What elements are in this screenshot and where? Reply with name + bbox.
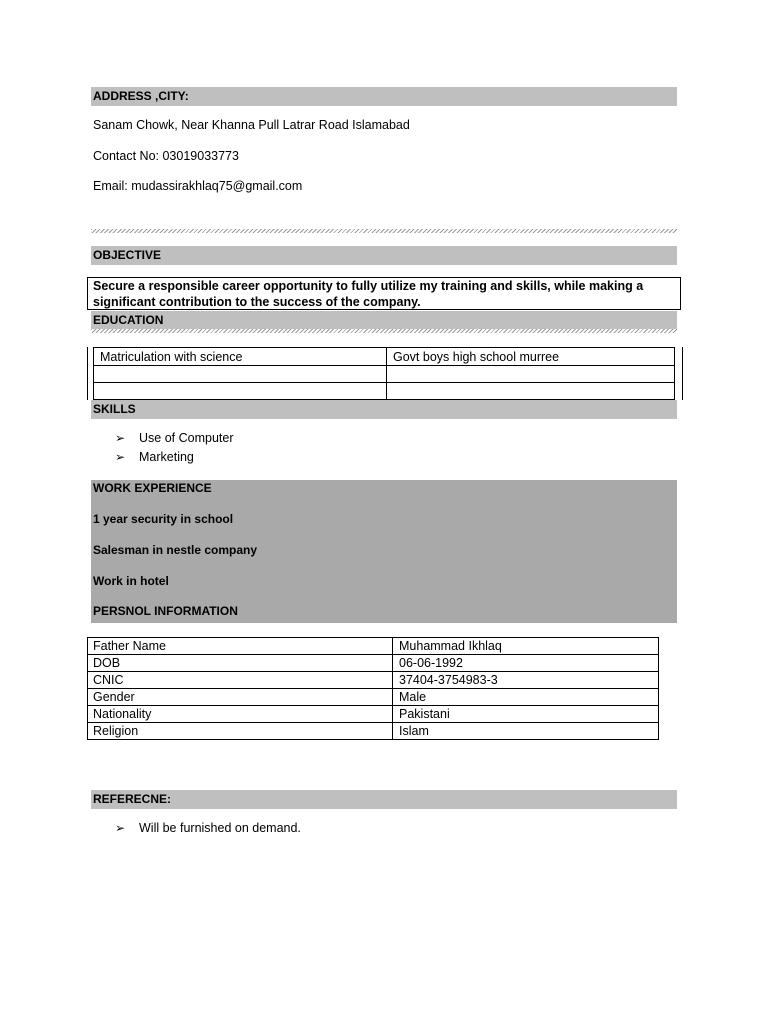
arrow-bullet-icon: ➢ bbox=[115, 450, 126, 464]
objective-text-line-2: significant contribution to the success of the company. bbox=[93, 294, 421, 309]
personal-field-label: CNIC bbox=[88, 672, 393, 689]
objective-text-line-1: Secure a responsible career opportunity to fully utilize my training and skills, while making a bbox=[93, 279, 644, 293]
education-table bbox=[93, 347, 675, 400]
work-experience-heading: WORK EXPERIENCE bbox=[93, 481, 212, 495]
skill-item: Marketing bbox=[139, 450, 194, 464]
personal-field-value: Muhammad Ikhlaq bbox=[393, 638, 659, 655]
education-qualification-cell bbox=[94, 383, 387, 400]
education-heading: EDUCATION bbox=[91, 311, 677, 329]
section-divider bbox=[91, 329, 677, 333]
work-item: Salesman in nestle company bbox=[93, 543, 258, 557]
personal-field-value: 37404-3754983-3 bbox=[393, 672, 659, 689]
table-row bbox=[94, 366, 675, 383]
reference-heading: REFERECNE: bbox=[91, 790, 677, 809]
table-row bbox=[94, 348, 675, 366]
education-institute-cell bbox=[387, 383, 675, 400]
education-qualification-cell: Matriculation with science bbox=[94, 348, 387, 366]
table-row bbox=[88, 638, 659, 655]
address-heading: ADDRESS ,CITY: bbox=[91, 87, 677, 106]
email-address: Email: mudassirakhlaq75@gmail.com bbox=[93, 179, 303, 193]
contact-number: Contact No: 03019033773 bbox=[93, 149, 239, 163]
objective-heading: OBJECTIVE bbox=[91, 246, 677, 265]
table-row bbox=[88, 706, 659, 723]
table-row bbox=[94, 383, 675, 400]
personal-field-value: Islam bbox=[393, 723, 659, 740]
work-item: Work in hotel bbox=[93, 574, 169, 588]
personal-field-value: 06-06-1992 bbox=[393, 655, 659, 672]
reference-item: Will be furnished on demand. bbox=[139, 821, 301, 835]
education-qualification-cell bbox=[94, 366, 387, 383]
arrow-bullet-icon: ➢ bbox=[115, 431, 126, 445]
work-item: 1 year security in school bbox=[93, 512, 234, 526]
address-line: Sanam Chowk, Near Khanna Pull Latrar Road Islamabad bbox=[93, 118, 410, 132]
skill-item: Use of Computer bbox=[139, 431, 234, 445]
table-row bbox=[88, 655, 659, 672]
table-row bbox=[88, 689, 659, 706]
personal-field-value: Pakistani bbox=[393, 706, 659, 723]
table-row bbox=[88, 672, 659, 689]
personal-info-heading: PERSNOL INFORMATION bbox=[93, 604, 238, 618]
personal-field-label: Religion bbox=[88, 723, 393, 740]
education-institute-cell: Govt boys high school murree bbox=[387, 348, 675, 366]
personal-field-label: Nationality bbox=[88, 706, 393, 723]
objective-box bbox=[87, 277, 681, 310]
personal-field-label: Gender bbox=[88, 689, 393, 706]
education-institute-cell bbox=[387, 366, 675, 383]
table-row bbox=[88, 723, 659, 740]
personal-field-label: Father Name bbox=[88, 638, 393, 655]
section-divider bbox=[91, 229, 677, 233]
personal-field-value: Male bbox=[393, 689, 659, 706]
arrow-bullet-icon: ➢ bbox=[115, 821, 126, 835]
personal-field-label: DOB bbox=[88, 655, 393, 672]
personal-info-table bbox=[87, 637, 659, 740]
skills-heading: SKILLS bbox=[91, 400, 677, 419]
